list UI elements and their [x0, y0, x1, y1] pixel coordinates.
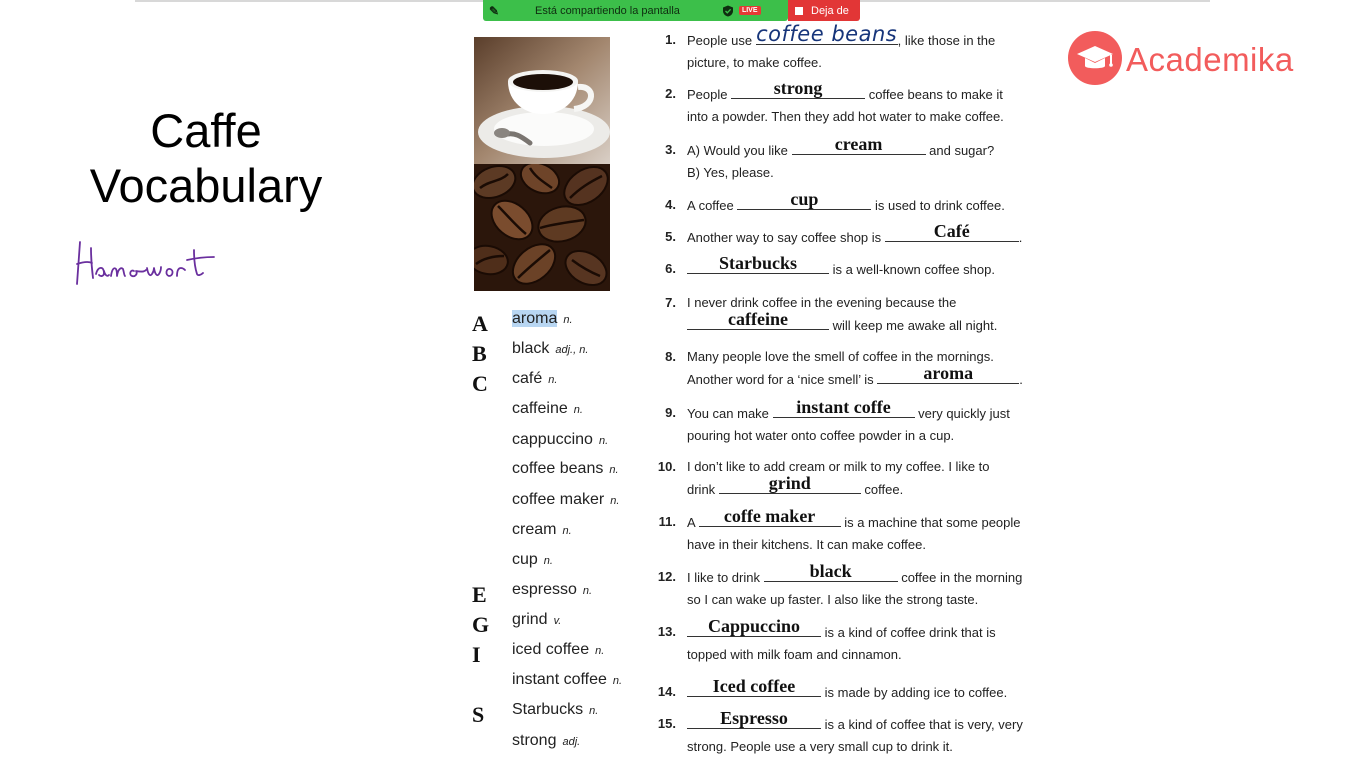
vocab-item: black adj., n.: [512, 340, 589, 357]
answer-blank[interactable]: [719, 473, 861, 494]
alphabet-letter: G: [472, 612, 490, 637]
stop-share-button[interactable]: [788, 0, 860, 21]
vocab-item: Starbucks n.: [512, 701, 599, 718]
answer-text: cup: [790, 189, 819, 209]
answer-blank[interactable]: [687, 708, 821, 729]
share-status-text: Está compartiendo la pantalla: [535, 4, 680, 17]
answer-blank[interactable]: [687, 309, 829, 330]
pin-icon[interactable]: ✎: [488, 3, 500, 18]
vocab-item: iced coffee n.: [512, 641, 605, 658]
shield-check-icon: [722, 5, 734, 17]
coffee-cup-photo: [474, 37, 610, 164]
answer-text: Cappuccino: [707, 616, 801, 636]
vocab-item: cappuccino n.: [512, 431, 609, 448]
answer-text: black: [809, 561, 852, 581]
answer-blank[interactable]: [687, 616, 821, 637]
answer-text: instant coffe: [796, 397, 891, 417]
answer-text: caffeine: [728, 309, 788, 329]
vocab-item: cup n.: [512, 551, 553, 568]
vocab-item: coffee maker n.: [512, 491, 620, 508]
answer-blank[interactable]: [687, 253, 829, 274]
alphabet-letter: S: [472, 702, 485, 727]
answer-text: Iced coffee: [712, 676, 796, 696]
answer-blank[interactable]: [731, 78, 865, 99]
answer-blank[interactable]: [687, 676, 821, 697]
stop-share-label: Deja de: [811, 4, 849, 17]
screen-share-bar[interactable]: [483, 0, 788, 21]
live-badge: LIVE: [739, 6, 761, 15]
answer-blank[interactable]: [792, 134, 926, 155]
alphabet-letter: C: [472, 371, 488, 396]
vocab-item: caffeine n.: [512, 400, 583, 417]
answer-blank[interactable]: [877, 363, 1019, 384]
handwritten-homework-note: [74, 238, 244, 288]
academika-logo: [1068, 31, 1328, 87]
answer-text: aroma: [923, 363, 974, 383]
graduation-cap-icon: [1068, 31, 1122, 85]
alphabet-letter: I: [472, 642, 481, 667]
vocab-item: café n.: [512, 370, 558, 387]
vocab-item: instant coffee n.: [512, 671, 623, 688]
answer-blank[interactable]: [764, 561, 898, 582]
slide-title-line2: Vocabulary: [89, 159, 323, 212]
vocab-item: aroma n.: [512, 310, 573, 327]
answer-blank[interactable]: [737, 189, 871, 210]
vocab-item: grind v.: [512, 611, 562, 628]
answer-text: cream: [834, 134, 883, 154]
alphabet-letter: E: [472, 582, 487, 607]
answer-text: coffee beans: [756, 22, 898, 46]
coffee-beans-photo: [474, 164, 610, 291]
slide-title-line1: Caffe: [150, 104, 262, 157]
alphabet-letter: A: [472, 311, 488, 336]
answer-blank[interactable]: [773, 397, 915, 418]
answer-text: Espresso: [720, 708, 788, 728]
answer-text: grind: [768, 473, 811, 493]
vocab-item: coffee beans n.: [512, 460, 619, 477]
answer-blank[interactable]: [756, 22, 898, 46]
vocab-item: cream n.: [512, 521, 572, 538]
vocab-item: strong adj.: [512, 732, 581, 749]
vocab-item: espresso n.: [512, 581, 593, 598]
answer-blank[interactable]: [885, 221, 1019, 242]
answer-blank[interactable]: [699, 506, 841, 527]
answer-text: Starbucks: [718, 253, 798, 273]
stop-icon: [795, 7, 803, 15]
alphabet-letter: B: [472, 341, 487, 366]
slide-title: [40, 103, 372, 213]
brand-name: Academika: [1126, 41, 1294, 78]
answer-text: strong: [773, 78, 823, 98]
answer-text: Café: [933, 221, 970, 241]
answer-text: coffe maker: [723, 506, 816, 526]
